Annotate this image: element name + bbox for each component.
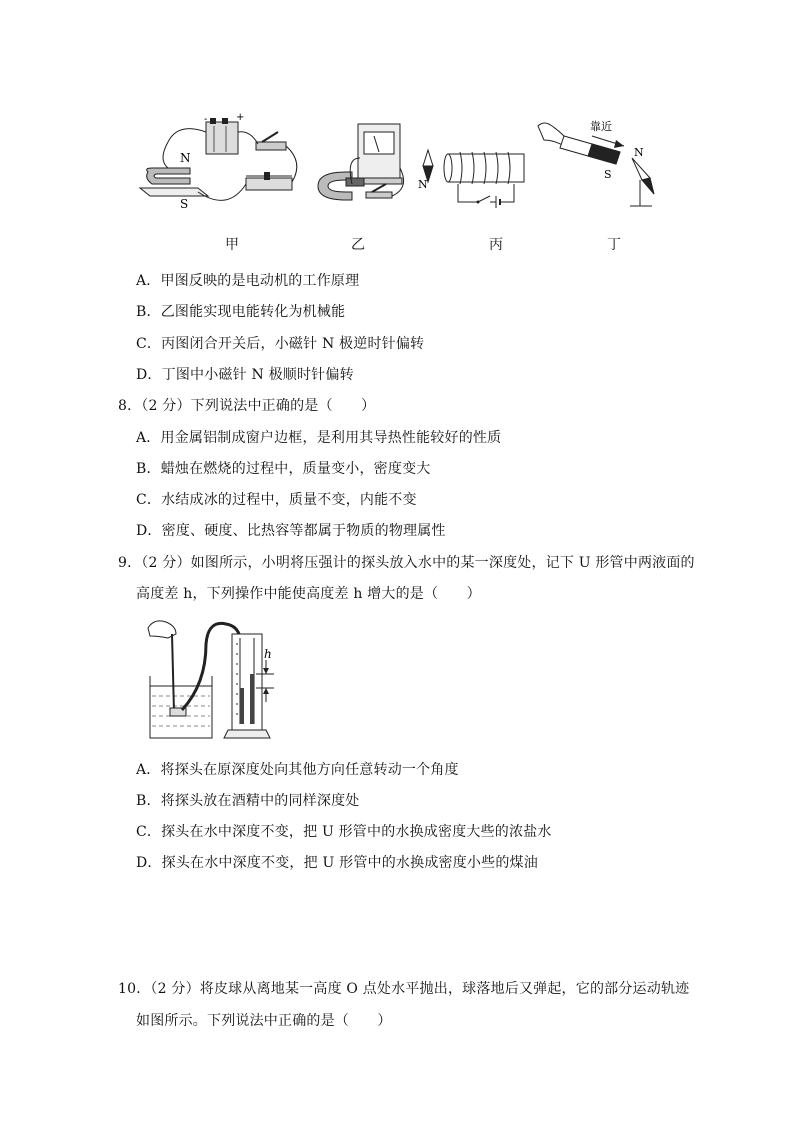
figure-jia	[138, 112, 308, 222]
q9-option-a[interactable]: A．将探头在原深度处向其他方向任意转动一个角度	[136, 762, 459, 778]
n-pole-label: N	[418, 178, 428, 191]
figure-label-bing: 丙	[489, 237, 503, 253]
figure-label-jia: 甲	[225, 237, 239, 253]
switch-icon	[366, 184, 392, 198]
magnet-icon	[140, 168, 208, 196]
q8-option-a[interactable]: A．用金属铝制成窗户边框，是利用其导热性能较好的性质	[136, 430, 502, 446]
figure-label-yi: 乙	[351, 237, 365, 253]
q9-option-d[interactable]: D．探头在水中深度不变，把 U 形管中的水换成密度小些的煤油	[136, 855, 538, 871]
switch-icon	[256, 132, 286, 150]
q8-option-d[interactable]: D．密度、硬度、比热容等都属于物质的物理属性	[136, 523, 446, 539]
n-pole-label: N	[180, 151, 191, 165]
figure-pressure-gauge	[146, 614, 276, 742]
h-label: h	[264, 647, 272, 661]
compass-needle-icon	[630, 158, 654, 206]
solenoid-icon	[444, 152, 524, 184]
conductor-rod	[346, 178, 364, 186]
figure-ding	[534, 106, 664, 212]
q8-option-c[interactable]: C．水结成冰的过程中，质量不变，内能不变	[136, 492, 417, 508]
q10-stem-line2: 如图所示。下列说法中正确的是（ ）	[136, 1013, 392, 1029]
figure-bing	[418, 140, 528, 220]
figure-yi	[316, 118, 416, 218]
q9-stem-line2: 高度差 h，下列操作中能使高度差 h 增大的是（ ）	[136, 586, 481, 602]
minus-label: -	[204, 114, 208, 125]
q7-option-d[interactable]: D．丁图中小磁针 N 极顺时针偏转	[136, 367, 354, 383]
battery-icon	[206, 118, 238, 154]
q8-option-b[interactable]: B．蜡烛在燃烧的过程中，质量变小，密度变大	[136, 461, 431, 477]
galvanometer-icon	[356, 124, 402, 184]
q10-stem-line1: 10．（2 分）将皮球从离地某一高度 O 点处水平抛出，球落地后又弹起，它的部分运动轨迹	[118, 981, 690, 997]
q8-stem: 8．（2 分）下列说法中正确的是（ ）	[118, 398, 376, 414]
q7-option-a[interactable]: A．甲图反映的是电动机的工作原理	[136, 273, 360, 289]
beaker-icon	[150, 676, 212, 738]
q9-option-b[interactable]: B．将探头放在酒精中的同样深度处	[136, 793, 360, 809]
rheostat-icon	[246, 172, 292, 190]
figure-label-ding: 丁	[607, 237, 621, 253]
s-pole-label: S	[180, 197, 189, 211]
bar-magnet-icon	[560, 136, 620, 164]
approach-label: 靠近	[590, 120, 612, 133]
plus-label: +	[236, 112, 245, 123]
n-pole-label: N	[634, 146, 644, 159]
q7-option-c[interactable]: C．丙图闭合开关后，小磁针 N 极逆时针偏转	[136, 336, 425, 352]
q7-option-b[interactable]: B．乙图能实现电能转化为机械能	[136, 304, 346, 320]
q9-stem-line1: 9．（2 分）如图所示，小明将压强计的探头放入水中的某一深度处，记下 U 形管中两液面的	[118, 555, 695, 571]
q9-option-c[interactable]: C．探头在水中深度不变，把 U 形管中的水换成密度大些的浓盐水	[136, 824, 552, 840]
s-pole-label: S	[604, 168, 612, 181]
